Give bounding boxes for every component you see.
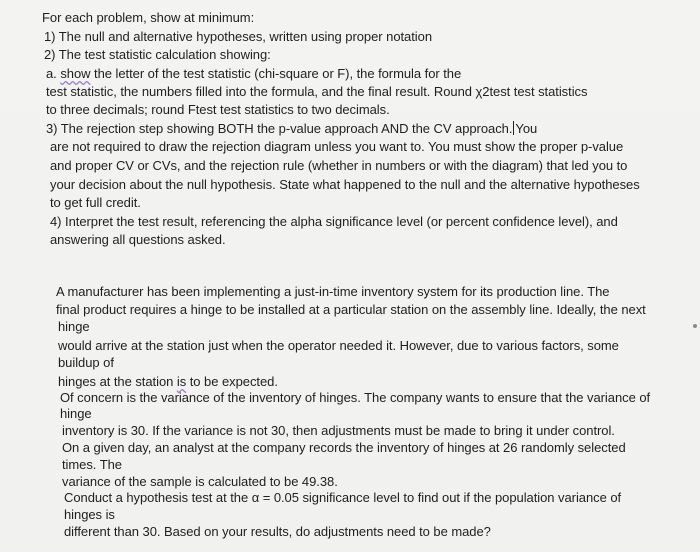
problem-line-7: Of concern is the variance of the inventory of hinges. The company wants to ensure that the variance of [60, 390, 651, 405]
instruction-4-cont: answering all questions asked. [50, 232, 226, 247]
instruction-3-cont-4: to get full credit. [50, 195, 141, 210]
instruction-1: 1) The null and alternative hypotheses, written using proper notation [44, 29, 432, 44]
instruction-3-cont-2: and proper CV or CVs, and the rejection rule (whether in numbers or with the diagram) that led you to [50, 158, 628, 173]
instruction-2a-cont-1: test statistic, the numbers filled into the formula, and the final result. Round χ2test test statistics [46, 84, 588, 99]
problem-line-11: times. The [62, 457, 122, 472]
problem-line-8: hinge [60, 406, 92, 421]
problem-line-13: Conduct a hypothesis test at the α = 0.05 significance level to find out if the population variance of [64, 490, 622, 505]
problem-line-3: hinge [58, 319, 90, 334]
edge-dot [693, 324, 697, 328]
instruction-4: 4) Interpret the test result, referencing the alpha significance level (or percent confidence level), and [50, 214, 618, 229]
problem-line-5: buildup of [58, 355, 114, 370]
word-show: show [60, 66, 91, 81]
word-is: is [176, 374, 187, 389]
problem-line-10: On a given day, an analyst at the company records the inventory of hinges at 26 randomly selected [62, 440, 626, 455]
problem-line-2: final product requires a hinge to be installed at a particular station on the assembly line. Ideally, the next [56, 302, 646, 317]
instruction-2: 2) The test statistic calculation showing: [44, 47, 271, 62]
problem-line-6 [58, 374, 278, 390]
instruction-3 [46, 121, 537, 137]
instruction-2a-cont-2: to three decimals; round Ftest test statistics to two decimals. [46, 102, 390, 117]
problem-line-6-pre: hinges at the station [58, 374, 177, 389]
instruction-2a [46, 66, 461, 82]
problem-line-15: different than 30. Based on your results, do adjustments need to be made? [64, 524, 491, 539]
instruction-3-cont-1: are not required to draw the rejection diagram unless you want to. You must show the proper p-value [50, 139, 624, 154]
problem-line-9: inventory is 30. If the variance is not 30, then adjustments must be made to bring it under control. [62, 423, 615, 438]
problem-line-1: A manufacturer has been implementing a just-in-time inventory system for its production line. The [56, 284, 610, 299]
instruction-2a-prefix: a. [46, 66, 61, 81]
instruction-3-cont-3: your decision about the null hypothesis. State what happened to the null and the alternative hypotheses [50, 177, 640, 192]
instructions-heading: For each problem, show at minimum: [42, 10, 255, 25]
problem-line-6-post: to be expected. [186, 374, 278, 389]
problem-line-14: hinges is [64, 507, 115, 522]
instruction-3-text: 3) The rejection step showing BOTH the p-value approach AND the CV approach. [46, 121, 513, 136]
problem-line-4: would arrive at the station just when the operator needed it. However, due to various factors, some [58, 338, 619, 353]
instruction-2a-text: the letter of the test statistic (chi-square or F), the formula for the [90, 66, 462, 81]
problem-line-12: variance of the sample is calculated to be 49.38. [62, 474, 338, 489]
instruction-3-you: You [515, 121, 538, 136]
